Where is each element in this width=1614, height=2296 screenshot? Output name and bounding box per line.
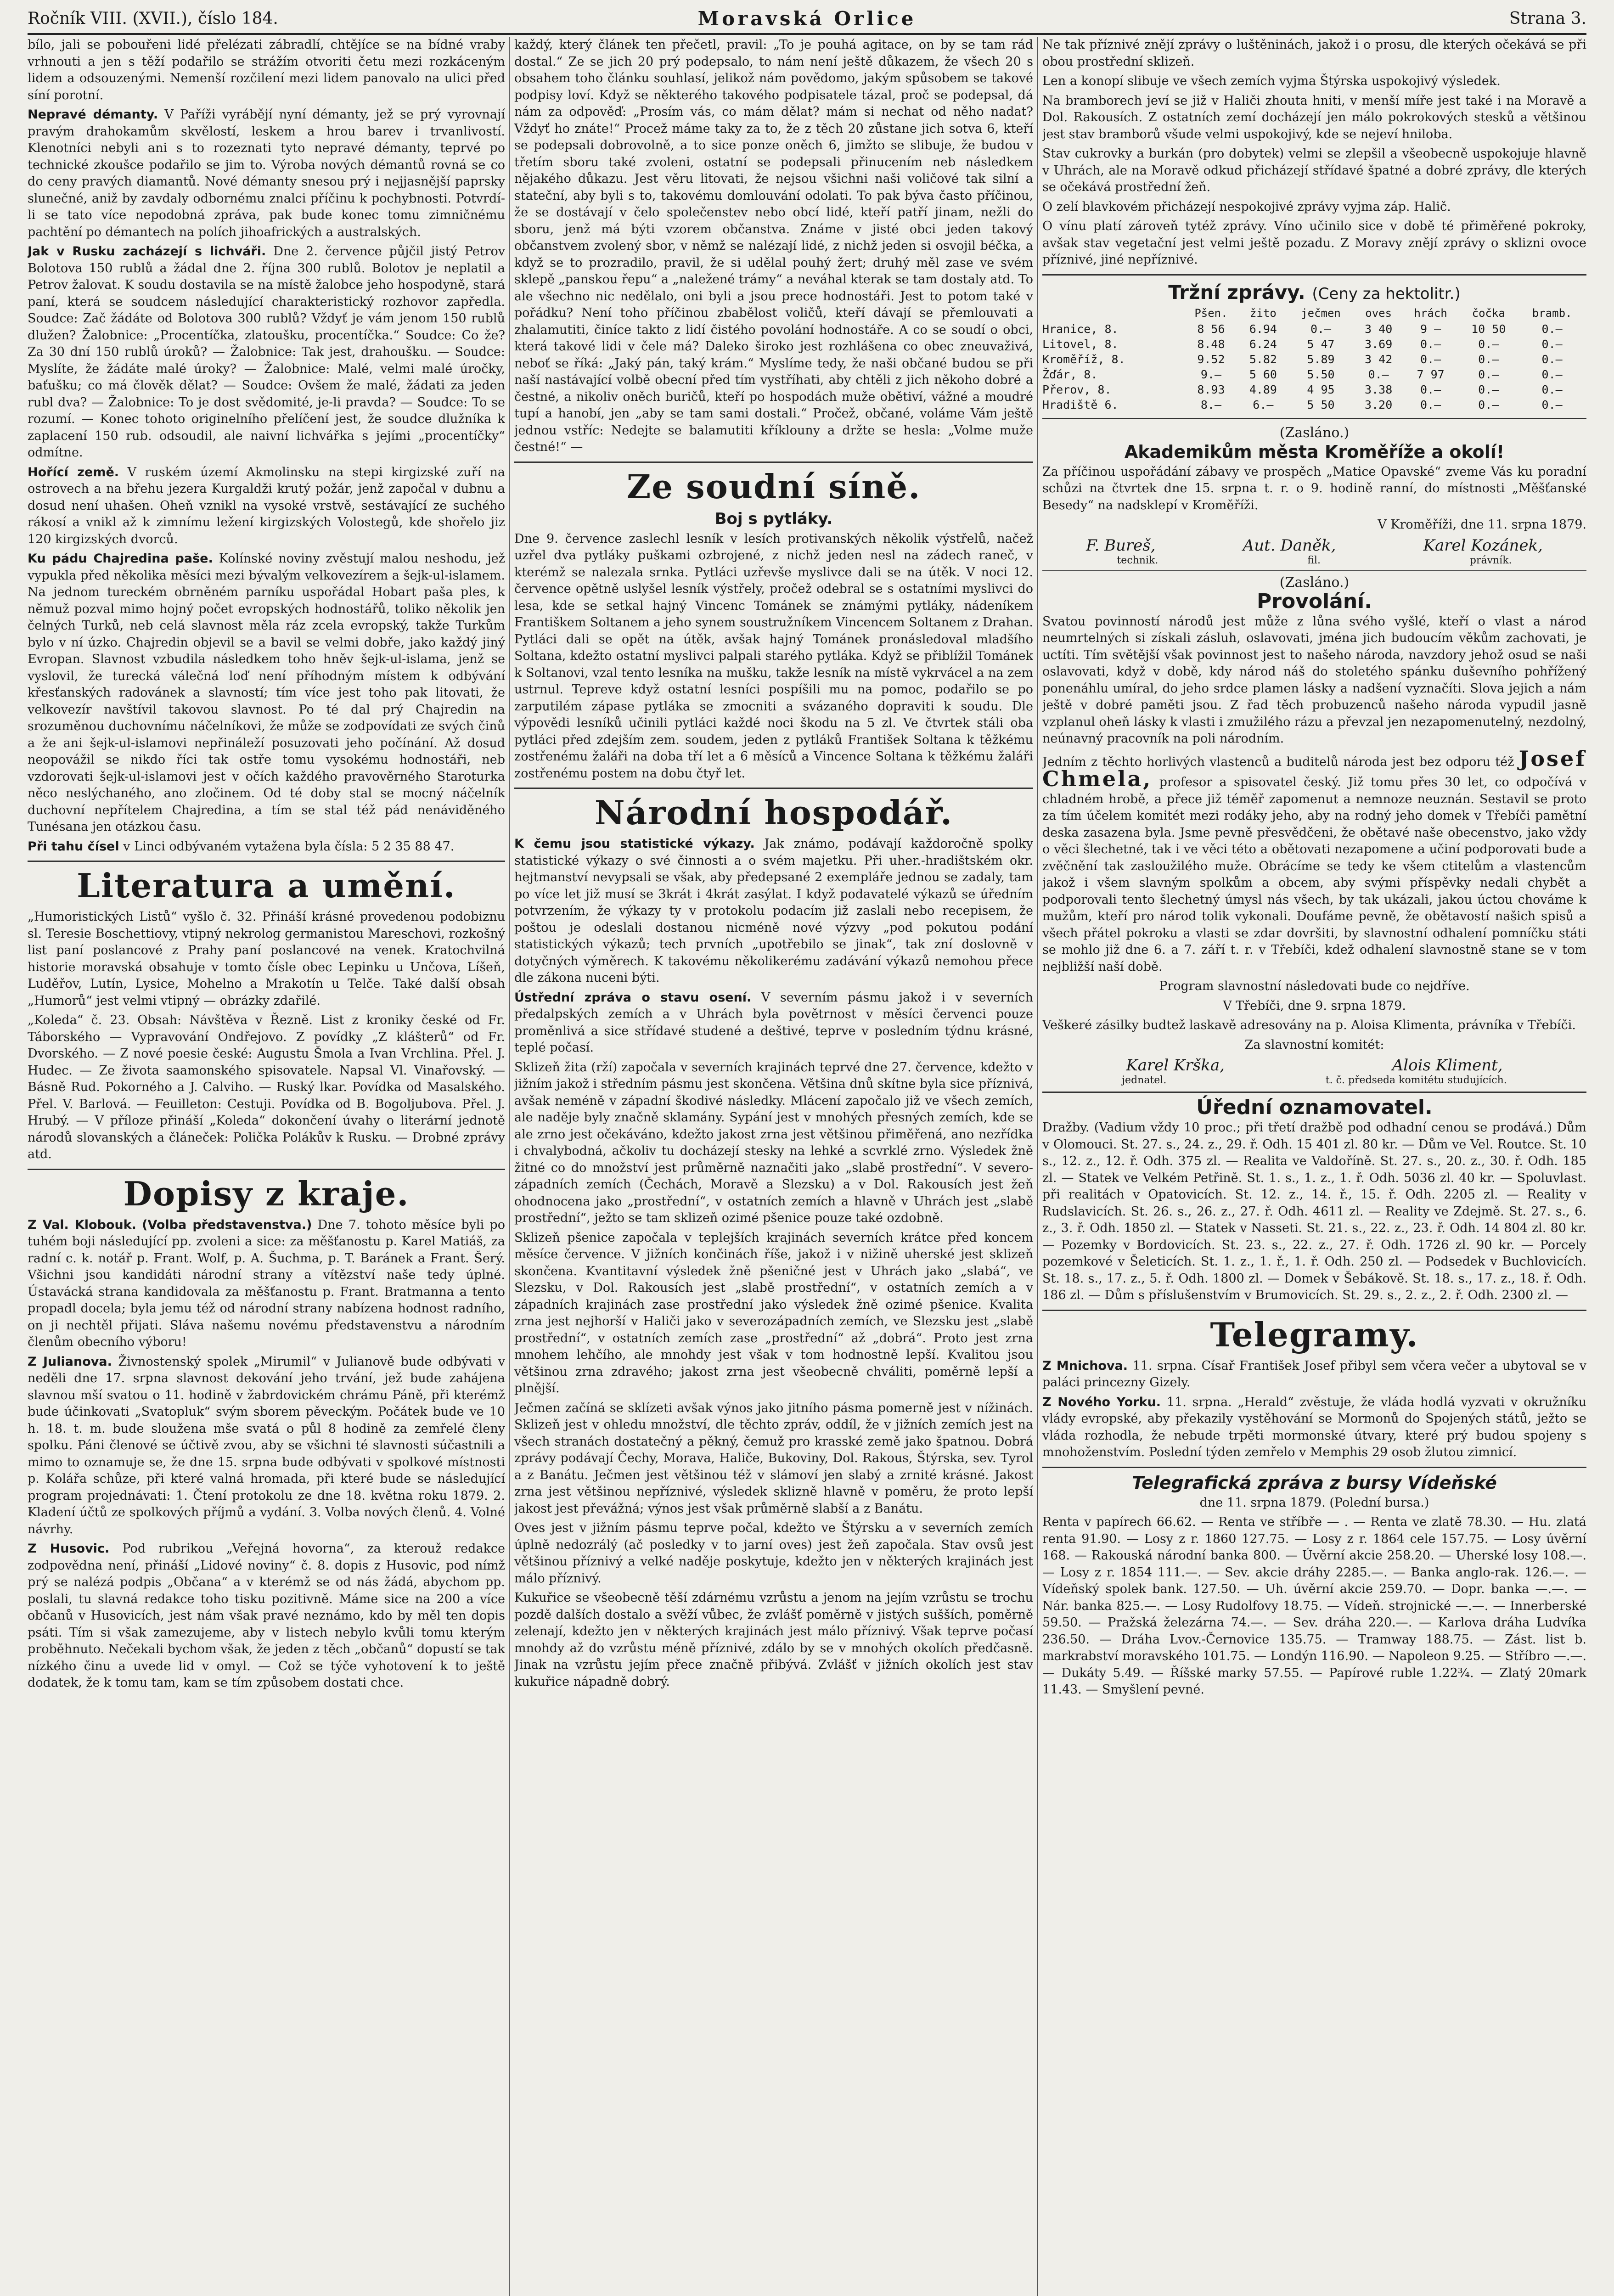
market-price-cell: 0.— — [1478, 383, 1499, 396]
item-heading: Z Husovic. — [28, 1542, 110, 1556]
bursa-title: Telegrafická zpráva z bursy Vídeňské — [1132, 1472, 1497, 1493]
signature-role: technik. — [1117, 554, 1158, 566]
news-item — [28, 1217, 505, 1351]
column-2 — [514, 37, 1033, 2296]
section-divider — [1042, 1310, 1586, 1311]
article-text: O zelí blavkovém přicházejí nespokojivé zprávy vyjma záp. Halič. — [1042, 199, 1451, 214]
section-divider — [28, 1169, 505, 1170]
section-divider — [1042, 1092, 1586, 1093]
market-price-cell: 3 40 — [1365, 322, 1393, 336]
market-price-cell: 6.— — [1253, 398, 1274, 411]
market-city-cell: Přerov, 8. — [1042, 383, 1112, 396]
market-table-body — [1042, 321, 1586, 412]
market-price-cell: 6.24 — [1249, 337, 1277, 351]
item-text: profesor a spisovatel český. Již tomu přes 30 let, co odpočívá v chladném hrobě, a přece již téměř zapomenut a nemnoze neuznán. Sestavil se proto za tím účelem komitét mezi rodáky jeho, aby na rodný jeho domek v Třebíči pamětní deska zasazena byla. Jsme pevně přesvědčeni, že obětavé naše obecenstvo, jako vždy o věci šlechetné, tak i ve věci této a obětovati nezapomene a učiní podporovati bude a zvěčnění tak zasloužilého muže. Obrácíme se tedy ke všem ctitelům a vlastencům jakož i všem slavným spolkům a obcem, aby svými příspěvky nedali chybět a podporovali tento šlechetný úmysl nás všech, by tak ukázali, jakou úctou chováme k mužům, kteří pro národ tolik vykonali. Doufáme pevně, že obětavostí našich spisů a všech přátel pokroku a vlasti se zdar dovršiti, by slavnostní odhalení pomníčku státi se mohlo již dne 6. a 7. září t. r. v Třebíči, kdež odhalení slavnostně stane se v tom nejbližší naší době. — [1042, 775, 1586, 974]
page-number: Strana 3. — [1509, 9, 1586, 28]
header-cell: bramb. — [1532, 306, 1572, 320]
market-row — [1042, 337, 1586, 352]
article-date: V Třebíči, dne 9. srpna 1879. — [1223, 998, 1406, 1013]
column-rule — [1037, 37, 1038, 2296]
market-price-cell: 5.50 — [1307, 367, 1335, 381]
market-price-cell: 8 56 — [1197, 322, 1225, 336]
section-title-hospodar: Národní hospodář. — [594, 793, 953, 832]
article-title: Provolání. — [1257, 589, 1372, 613]
market-city-cell: Hranice, 8. — [1042, 322, 1119, 336]
article-text: Len a konopí slibuje ve všech zemích vyjma Štýrska uspokojivý výsledek. — [1042, 74, 1501, 88]
section-divider — [514, 788, 1033, 789]
section-title-telegramy: Telegramy. — [1210, 1315, 1419, 1354]
item-heading: Z Nového Yorku. — [1042, 1395, 1161, 1409]
market-price-cell: 0.— — [1541, 322, 1563, 336]
news-item — [28, 1354, 505, 1538]
signature: F. Bureš, — [1086, 536, 1156, 555]
news-item — [1042, 1358, 1586, 1391]
section-divider — [28, 861, 505, 862]
committee-label: Za slavnostní komitét: — [1244, 1037, 1384, 1052]
market-price-cell: 10 50 — [1471, 322, 1506, 336]
article-text: bílo, jali se pobouřeni lidé přelézati zábradlí, chtějíce se na bídné vraby vrhnouti a jen s těží podařilo se strážím otvoriti četu mezi rozkáceným lidem a odsouzenými. Nemenší rozčilení mezi lidem panovalo na ulici před síní porotní. — [28, 38, 505, 102]
market-price-cell: 8.48 — [1197, 337, 1225, 351]
market-price-cell: 9.52 — [1197, 352, 1225, 366]
section-title-dopisy: Dopisy z kraje. — [123, 1174, 410, 1213]
news-item — [28, 464, 505, 548]
item-heading: K čemu jsou statistické výkazy. — [514, 837, 755, 851]
news-item — [514, 836, 1033, 987]
article-text — [1042, 746, 1586, 976]
section-title-literatura: Literatura a umění. — [77, 866, 456, 905]
item-text: 11. srpna. Císař František Josef přibyl sem včera večer a ubytoval se v paláci princezny Gizely. — [1042, 1358, 1586, 1390]
item-heading: Z Mnichova. — [1042, 1358, 1128, 1373]
market-heading — [1042, 281, 1586, 304]
article-text: O vínu platí zároveň tytéž zprávy. Víno učinilo sice v době té přiměřené pokroky, avšak stav vegetační jest velmi ještě pozadu. Z Moravy znějí zprávy o sklizni ovoce příznivé, jiné nepříznivé. — [1042, 219, 1586, 267]
market-price-cell: 0.— — [1541, 398, 1563, 411]
item-text: Živnostenský spolek „Mirumil“ v Julianově bude odbývati v neděli dne 17. srpna slavnost dekování jeho trvání, jež bude zahájena slavnou mší svatou o 11. hodině v žabrdovickém chrámu Páně, při kterémž bude účinkovati „Svatopluk“ svým sborem pěveckým. Počátek bude ve 10 h. 18. t. m. bude sloužena mše svatá o půl 8 hodině za zemřelé členy spolku. Páni členové se účtivě zvou, aby se všichni té slavnosti súčastnili a mimo to oznamuje se, že dne 15. srpna bude odbývati v spolkové místnosti p. Kolářa schůze, při které valná hromada, při které bude se následující program projednávati: 1. Čtení protokolu ze dne 18. května roku 1879. 2. Kladení účtů ze spolkových příjmů a vydání. 3. Volba nových členů. 4. Volné návrhy. — [28, 1354, 505, 1536]
market-price-cell: 5.89 — [1307, 352, 1335, 366]
market-price-cell: 0.— — [1478, 337, 1499, 351]
market-price-cell: 0.— — [1478, 367, 1499, 381]
item-text: Kolínské noviny zvěstují malou neshodu, jež vypukla před několika měsíci mezi bývalým velkovezírem a šejk-ul-islamem. Na jednom tureckém obrněném parníku uspořádal Hobart paša ples, k němuž pozval mimo hojný počet evropských hodnostářů, toliko několik jen čelných Turků, neb celá slavnost měla ráz zcela evropský, takže Turkům bylo v ní úzko. Chajredin objevil se a bavil se velmi dobře, jako každý jiný Evropan. Slavnost vzbudila následkem toho hněv šejk-ul-islama, jenž se vyslovil, že turecká válečná loď není příhodným místem k odbývání křesťanských radovánek a slavností; tím více jest toho pak litovati, že velkovezír navštívil takovou slavnost. Po té dal prý Chajredin na srozuměnou duchovnímu náčelníkovi, že může se zodpovídati ze svých činů a že ani šejk-ul-islamovi nepřináleží posuzovati jeho počínání. Až dosud neopovážil se nikdo říci tak ostře tomu vysokému hodnostáři, neb vzdorovati šejk-ul-islamovi jest v očích každého pravověrného Staroturka něco neslýchaného, ano zločinem. Od té doby stal se mocný náčelník duchovní nepřítelem Chajredina, a tím se stal též pád nenáviděného Tunésana jen otázkou času. — [28, 551, 505, 834]
item-heading: Nepravé démanty. — [28, 107, 158, 122]
article-text: Sklizeň pšenice započala v teplejších krajinách severních krátce před koncem měsíce července. V jižních končinách říše, jakož i v nižině uherské jest sklizeň skončena. Kvantitavní výsledek žně pšeničné jest v Uhrách jako „slabá“, ve Slezsku, v Dol. Rakousích jest „slabě prostřední“, v ostatních zemích a v západních krajinách zase prostřední jako výsledek žně ozimé pšenice. Kvalita zrna jest nejhorší v Haliči jako v severozápadních zemích, ve Slezsku jest „slabě prostřední“, v ostatních zemích zase „prostřední“ až „dobrá“. Proto jest zrna mnohem lehčího, ale mnohdy jest však v tom hodnostně lepší. Kvalitou jsou většinou zrna zdravého; jakost zrna jest všeobecně chváliti, poměrně lepší a plnější. — [514, 1230, 1033, 1396]
section-divider — [514, 461, 1033, 463]
article-title: Akademikům města Kroměříže a okolí! — [1124, 441, 1505, 462]
market-city-cell: Žďár, 8. — [1042, 367, 1098, 381]
market-row — [1042, 397, 1586, 412]
item-text: Dne 2. července půjčil jistý Petrov Bolotova 150 rublů a žádal dne 2. října 300 rublů. Bolotov je neplatil a Petrov žalovat. K soudu dostavila se na místě žalobce jeho hospodyně, stará paní, která se soudcem následující charakteristický rozhovor zapředla. Soudce: Zač žádáte od Bolotova 300 rublů? Vždyť je vám jenom 150 rublů dlužen? Žalobnice: „Procentíčka, zlatoušku, procentíčka.“ Soudce: Co že? Za 30 dní 150 rublů úroků? — Žalobnice: Tak jest, drahoušku. — Soudce: Myslíte, že žádáte malé úroky? — Žalobnice: Malé, velmi malé úročky, baťušku; co má člověk dělat? — Soudce: Ovšem že malé, žádati za jeden rubl dva? — Žalobnice: To je dost svědomité, je-li pravda? — Soudce: To se rozumí. — Konec tohoto originelního přelíčení jest, že soudce dlužníka k zaplacení 150 rub. odsoudil, ale naivní lichvářka s jejími „procentíčky“ odmítne. — [28, 244, 505, 460]
market-table — [1042, 305, 1586, 412]
signature-roles — [1042, 555, 1586, 566]
section-divider — [1042, 418, 1586, 419]
market-price-cell: 4.89 — [1249, 383, 1277, 396]
market-price-cell: 5 60 — [1249, 367, 1277, 381]
signature-role: jednatel. — [1122, 1075, 1167, 1086]
article-text: Na bramborech jeví se již v Haliči zhouta hniti, v menší míře jest také i na Moravě a Dol. Rakousích. Z ostatních zemí docházejí jen málo pokrokových stesků a většinou jest stav bramborů všude velmi uspokojivý, kde se nejeví hniloba. — [1042, 93, 1586, 141]
item-text: Jak známo, podávají každoročně spolky statistické výkazy o své činnosti a o svém majetku. Při uher.-hradištském okr. hejtmanství nevypsali se však, aby předepsané 2 exempláře jednou se zadaly, tam po více let již musí se 3krát i 4krát zasýlat. I když podavatelé výkazů se úředním potvrzením, že výkazy ty v protokolu podacím již zaslali nebo recepisem, že poštou je odeslali dostanou nicméně nové výzvy „pod pokutou podání statistických výkazů; tech prvních „upotřebilo se jinak“, tak zní doslovně v dotyčných výměrech. K takovému několikerému zadávání výkazů nemohou přece dle zákona nuceni býti. — [514, 837, 1033, 985]
header-cell: hrách — [1414, 306, 1447, 320]
item-text: 11. srpna. „Herald“ zvěstuje, že vláda hodlá vyzvati v okružníku vlády evropské, aby překazily vystěhování se Mormonů do Spojených států, ježto se vláda rozhodla, že nebude trpěti mormonské útvary, které prý budou spojeny s mnohoženstvím. Poslední týden zemřelo v Memphis 29 osob žlutou zimnicí. — [1042, 1395, 1586, 1459]
header-cell: ječmen — [1301, 306, 1341, 320]
market-title: Tržní zprávy. — [1168, 281, 1305, 304]
article-text: Kukuřice se všeobecně těší zdárnému vzrůstu a jenom na jejím vzrůstu se trochu pozdě dalších dostalo a svěží vůbec, že zvlášť poměrně v jistých sušších, poměrně zelenají, kdežto jen v některých krajinách jest málo příznivý. Však teprve počasí mnohdy až do vzrůstu méně příznivé, zdálo by se v mnohých okolích předčasně. Jinak na vzrůstu jejím přece značně přibývá. Zvlášť v jižních okolích jest stav kukuřice nápadně dobrý. — [514, 1591, 1033, 1689]
market-price-cell: 5 47 — [1307, 337, 1335, 351]
header-cell — [1042, 305, 1182, 321]
header-cell: čočka — [1472, 306, 1505, 320]
market-price-cell: 9.— — [1200, 367, 1222, 381]
article-text: Dražby. (Vadium vždy 10 proc.; při třetí dražbě pod odhadní cenou se prodává.) Dům v Olomouci. St. 27. s., 24. z., 29. ř. Odh. 15 401 zl. 80 kr. — Dům ve Vel. Routce. St. 10 s., 12. z., 12. ř. Odh. 375 zl. — Realita ve Valdoříně. St. 27. s., 20. z., 30. ř. Odh. 185 zl. — Statek ve Velkém Petřině. St. 1. s., 1. z., 1. ř. Odh. 5036 zl. 40 kr. — Spoluvlast. při realitách v Opatovicích. St. 12. z., 14. ř., 15. ř. Odh. 2205 zl. — Reality v Rudslavicích. St. 26. s., 26. z., 27. ř. Odh. 4611 zl. — Reality ve Zdejmě. St. 27. s., 6. z., 3. ř. Odh. 1850 zl. — Statek v Nasseti. St. 21. s., 22. z., 23. ř. Odh. 14 804 zl. 80 kr. — Pozemky v Bordovicích. St. 23. s., 22. z., 27. ř. Odh. 1726 zl. 90 kr. — Porcely pozemkové v Šeleticích. St. 1. z., 1. ř., 1. ř. Odh. 250 zl. — Podsedek v Buchlovicích. St. 18. s., 17. z., 5. ř. Odh. 1800 zl. — Domek v Šebákově. St. 18. s., 17. z., 18. ř. Odh. 186 zl. — Dům s příslušenstvím v Brumovicích. St. 29. s., 2. z., 2. ř. Odh. 2300 zl. — — [1042, 1120, 1586, 1302]
market-city-cell: Litovel, 8. — [1042, 337, 1119, 351]
market-price-cell: 0.— — [1541, 383, 1563, 396]
item-heading: Ústřední zpráva o stavu osení. — [514, 990, 752, 1005]
item-heading: Z Val. Klobouk. — [28, 1217, 136, 1232]
market-price-cell: 0.— — [1310, 322, 1332, 336]
signatures — [1042, 536, 1586, 555]
market-subtitle: (Ceny za hektolitr.) — [1312, 284, 1461, 303]
article-text: každý, který článek ten přečetl, pravil: „To je pouhá agitace, on by se tam rád dostal.“ Ze se jich 20 prý podepsalo, to nám není ještě důkazem, že všech 20 s obsahem toho článku souhlasí, jelikož nám povědomo, jakým spůsobem se takové podpisy loví. Když se některého takového podpisatele tázal, proč se podepsal, dá nám za odpověď: „Prosím vás, co mám dělat? mám si nechat od něho nadat? Vždyť ho znáte!“ Procež máme taky za to, že z těch 20 zůstane jich sotva 6, kteří se podepsali dobrovolně, a to sice ponze oněch 6, jimžto se slibuje, že budou v třetím sboru také zvoleni, ostatní se podepsali přinucením neb následkem nějakého důkazu. Jest věru litovati, že nejsou všichni naši voličové tak silní a stateční, aby byli s to, takovému domlouvání odolati. To pak býva často příčinou, že se dostávají v čelo společenstev nebo obcí lidé, kteří patří jinam, nežli do sboru, jenž má býti vzorem občanstva. Známe v jisté obci jeden takový občanstvem zvolený sbor, v němž se nalézají lidé, z nichž jeden si osvojil béčka, a když se to prozradilo, pravil, že si udělal pouhý žert; druhý měl zase ve svém sklepě „panskou řepu“ a „naležené trámy“ a neváhal kterak se tam dostaly atd. To ale všechno nic nedělalo, oni byli a jsou prece hodnostáři. Jest to potom také v pořádku? Není toho příčinou zbabělost voličů, kteří dávají se přemlouvati a zhalamutiti, činíce takto z lidí čistého povolání hodnostáře. A co se soudí o obci, která takové lidi v čele má? Daleko široko jest rozhlášena co obec zneuvaživá, neboť se říká: „Jaký pán, taký krám.“ Myslíme tedy, že naši občané budou se při naší nastávající volbě obecní před tím vystříhati, aby chtěli z jich někoho dobré a čestné, a nikoliv oněch buričů, kteří po hospodách muže obětiví, vážné a moudré tupí a hanobí, jen „aby se tam sami dostali.“ Pročež, občané, voláme Vám ještě jednou vstříc: Nedejte se balamutiti kříklouny a držte se hesla: „Volme muže čestné!“ — — [514, 38, 1033, 454]
market-city-cell: Hradiště 6. — [1042, 398, 1119, 411]
item-heading: Hořící země. — [28, 465, 119, 479]
market-price-cell: 0.— — [1420, 383, 1441, 396]
signature-role: t. č. předseda komitétu studujících. — [1325, 1075, 1507, 1086]
market-price-cell: 0.— — [1478, 352, 1499, 366]
market-price-cell: 3 42 — [1365, 352, 1393, 366]
market-price-cell: 0.— — [1420, 352, 1441, 366]
news-item — [28, 551, 505, 836]
header-cell: žito — [1249, 306, 1277, 320]
market-row — [1042, 321, 1586, 337]
bursa-subtitle: dne 11. srpna 1879. (Polední bursa.) — [1199, 1495, 1429, 1510]
market-price-cell: 8.— — [1200, 398, 1222, 411]
market-price-cell: 8.93 — [1197, 383, 1225, 396]
market-price-cell: 0.— — [1478, 398, 1499, 411]
signature-roles — [1042, 1075, 1586, 1086]
article-date: V Kroměříži, dne 11. srpna 1879. — [1378, 518, 1586, 532]
article-text: Ječmen začíná se sklízeti avšak výnos jako jitního pásma pomerně jest v nížinách. Sklizeň jest v ohledu množství, dle těchto zpráv, oddíl, že v jižních zemích jest na všech stranách dostatečný a pěkný, čemuž pro krasské země jako špatnou. Dobrá zprávy podávají Čechy, Morava, Haliče, Bukoviny, Dol. Rakous, Štýrska, sev. Tyrol a z Banátu. Ječmen jest většinou též v slámoví jen slabý a zrnité krásné. Jakost zrna jest většinou nepříznivé, výsledek sklizně hlavně v poměru, že proto lepší jakost jest převážná; výnos jest však průměrně slabší a z Banátu. — [514, 1401, 1033, 1516]
market-price-cell: 0.— — [1541, 337, 1563, 351]
item-text: V severním pásmu jakož i v severních předalpských zemích a v Uhrách byla povětrnost v měsíci červenci pouze proměnlivá a sice střídavé studené a deštivé, teprve v posledním týdnu krásné, teplé počasí. — [514, 990, 1033, 1055]
section-divider — [1042, 1467, 1586, 1468]
column-rule — [509, 37, 510, 2296]
news-item — [1042, 1394, 1586, 1461]
article-text: Dne 9. července zaslechl lesník v lesích protivanských několik výstřelů, načež uzřel dva pytláky puškami ozbrojené, z nichž jeden nesl na zádech raneč, v kterémž se nalezala srnka. Pytláci uzřevše myslivce dali se na útěk. V noci 12. července opětně uslyšel lesník výstřely, pročež odebral se s ostatními myslivci do lesa, kde se setkal hajný Vincenc Tománek se známými pytláky, nádeníkem Františkem Soltanem a jeho synem soustružníkem Vincencem Soltanem z Drahan. Pytláci dali se opět na útěk, avšak hajný Tománek pronásledoval mladšího Soltana, kdežto ostatní myslivci palpali starého pytláka. Když se přiblížil Tománek k Soltanovi, vzal tento lesníka na mušku, takže lesník na místě vykrvácel a na zem ustrnul. Tepreve když ostatní lesníci pospíšili mu na pomoc, podařilo se po zarputilém zápase pytláka se zmocniti a svázaného dopraviti k soudu. Dle výpovědi lesníků učinili pytláci každé noci škodu na 5 zl. Ve čtvrtek stáli oba pytláci před zdejším zem. soudem, jeden z pytláků František Soltana k těžkému zostřenému žaláři na doba tří let a 6 měsíců a Vincence Soltana k těžkému žaláři zostřenému postem na dobu čtyř let. — [514, 531, 1033, 781]
market-price-cell: 5.82 — [1249, 352, 1277, 366]
market-row — [1042, 367, 1586, 382]
market-city-cell: Kroměříž, 8. — [1042, 352, 1125, 366]
item-heading: Jak v Rusku zacházejí s lichváři. — [28, 244, 266, 259]
market-price-cell: 0.— — [1541, 367, 1563, 381]
item-heading: Ku pádu Chajredina paše. — [28, 551, 213, 566]
article-text: Program slavnostní následovati bude co nejdříve. — [1159, 979, 1470, 993]
market-price-cell: 9 — — [1420, 322, 1441, 336]
item-subheading: (Volba představenstva.) — [142, 1217, 312, 1232]
market-price-cell: 3.69 — [1365, 337, 1393, 351]
market-price-cell: 5 50 — [1307, 398, 1335, 411]
item-text: V Paříži vyrábějí nyní démanty, jež se prý vyrovnají pravým drahokamům skvělostí, leskem a hrou barev i trvanlivostí. Klenotníci nebyli ani s to rozeznati tyto nepravé démanty, teprvé po technické zkoušce podařilo se jim to. Výroba nových démantů rovná se co do ceny pravých diamantů. Nové démanty snesou prý i nejjasnější paprsky slunečné, aniž by zavdaly odbornému znalci příčinu k pochybnosti. Potvrdí-li se tato více nepodobná zpráva, pak bude konec tomu zimničnému pachtění po démantech na polích jihoafrických a australských. — [28, 107, 505, 239]
masthead-title: Moravská Orlice — [697, 7, 917, 30]
article-text: Oves jest v jižním pásmu teprve počal, kdežto ve Štýrsku a v severních zemích úplně nedozrálý (ač posledky v to jarní oves) jest žeň započala. Stav ovsů jest většinou příznivý a velké naděje poskytuje, kdežto jen v některých krajinách jest málo příznivý. — [514, 1521, 1033, 1586]
signature: Alois Kliment, — [1392, 1056, 1503, 1075]
section-divider — [1042, 274, 1586, 276]
news-item — [514, 990, 1033, 1057]
article-text: Stav cukrovky a burkán (pro dobytek) velmi se zlepšil a všeobecně uspokojuje hlavně v Uhrách, ale na Moravě odkud přicházejí střídavé špatné a dobré zprávy, dle kterých se očekává prostřední žeň. — [1042, 146, 1586, 194]
article-text: Renta v papírech 66.62. — Renta ve stříbře — . — Renta ve zlatě 78.30. — Hu. zlatá renta 91.90. — Losy z r. 1860 127.75. — Losy z r. 1864 cele 157.75. — Losy úvěrní 168. — Rakouská národní banka 800. — Úvěrní akcie 258.20. — Uherské losy 108.—. — Losy z r. 1854 111.—. — Sev. akcie dráhy 2285.—. — Banka anglo-rak. 126.—. — Vídeňský spolek bank. 127.50. — Uh. úvěrní akcie 259.70. — Dopr. banka —.—. — Nár. banka 825.—. — Losy Rudolfovy 18.75. — Vídeň. strojnické —.—. — Innerberské 59.50. — Pražská železárna 74.—. — Sev. dráha 220.—. — Karlova dráha Ludvíka 236.50. — Dráha Lvov.-Černovice 135.75. — Tramway 188.75. — Zást. list b. markrabství moravského 101.75. — Londýn 116.90. — Napoleon 9.25. — Stříbro —.—. — Dukáty 5.49. — Říšské marky 57.55. — Papírové ruble 1.22¾. — Zlatý 20mark 11.43. — Smyšlení pevné. — [1042, 1515, 1586, 1697]
featured-name: Josef Chmela, — [1042, 746, 1586, 791]
article-text: Za příčinou uspořádání zábavy ve prospěch „Matice Opavské“ zveme Vás ku poradní schůzi na čtvrtek dne 15. srpna t. r. o 9. hodině ranní, do místnosti „Měšťanské Besedy“ na nadsklepí v Kroměříži. — [1042, 464, 1586, 512]
news-item — [28, 107, 505, 241]
item-text: v Linci odbývaném vytažena byla čísla: 5 2 35 88 47. — [123, 839, 455, 854]
article-subtitle: Boj s pytláky. — [714, 509, 833, 528]
article-text: Svatou povinností národů jest může z lůna svého vyšlé, kteří o vlast a národ neumrtelných si získali zásluh, oslavovati, jména jich budoucím věkům zachovati, je uctíti. Tím světější však povinnost jest to našeho národa, navzdory jehož osud se naši oslavovati, když v době, kdy národ náš do stoletého spánku duševního pohřížený ponenáhlu umíral, do jeho srdce plamen lásky a nadšení vyznačíti. Slova jejich a nám ještě v dobré paměti jsou. Z řad těch probuzenců našeho národa vypudil jasně vzplanul oheň lásky k vlasti i zmužilého rázu a převzal jen nezapomenutelný, nezdolný, neúnavný pracovník na poli národním. — [1042, 614, 1586, 746]
signature: Karel Krška, — [1126, 1056, 1225, 1075]
market-price-cell: 7 97 — [1417, 367, 1445, 381]
section-title-soudni: Ze soudní síně. — [626, 467, 921, 506]
item-text: V ruském území Akmolinsku na stepi kirgizské zuří na ostrovech a na břehu jezera Kurgaldži krutý požár, jenž započal v dubnu a dosud není uhašen. Oheň vznikl na vysoké vrstvě, sestávající ze suchého rákosí a vnikl až k zimnímu ležení kirgizských Volostegů, kde shořelo jiz 120 kirgizských dvorců. — [28, 465, 505, 546]
market-price-cell: 0.— — [1368, 367, 1389, 381]
market-row — [1042, 382, 1586, 397]
section-divider — [1042, 570, 1586, 571]
market-price-cell: 0.— — [1420, 337, 1441, 351]
item-text: Jedním z těchto horlivých vlastenců a buditelů národa jest bez odporu též — [1042, 754, 1514, 769]
column-3 — [1042, 37, 1586, 2296]
page-header — [28, 6, 1586, 35]
item-text: Pod rubrikou „Veřejná hovorna“, za kterouž redakce zodpovědna není, přináší „Lidové noviny“ č. 8. dopis z Husovic, pod nímž prý se nalézá podpis „Občana“ a v kterémž se od nás žádá, abychom pp. poslali, tu slavná redakce toho tisku pozitivně. Máme sice na 200 a více občanů v Husovicích, jest nám však pravé neznámo, kdo by měl ten dopis psáti. Tím si však zamezujeme, aby v listech nebylo kvůli tomu kterým proběhnuto. Nečekali bychom však, že jeden z těch „občanů“ dopustí se tak nízkého činu a uvede lid v omyl. — Což se týče vyhotovení k to ještě dodatek, že k tomu tam, kam se tím způsobem dostati chce. — [28, 1542, 505, 1690]
issue-label: Ročník VIII. (XVII.), číslo 184. — [28, 9, 278, 28]
market-price-cell: 4 95 — [1307, 383, 1335, 396]
article-text: „Humoristických Listů“ vyšlo č. 32. Přináší krásné provedenou podobiznu sl. Teresie Boschettiovy, vtipný nekrolog germanistou Mareschovi, rozkošný list paní poslancové z Prahy paní poslancové na venek. Kratochvilná historie moravská obsahuje v tomto čísle obec Lepinku u Unčova, Líšeň, Luděřov, Lutín, Lysice, Mohelno a Mrakotín u Telče. Také další obsah „Humorů“ jest velmi vtipný — obrázky zdařilé. — [28, 910, 505, 1008]
item-heading: Při tahu čísel — [28, 839, 119, 854]
news-item — [28, 1541, 505, 1692]
item-heading: Z Julianova. — [28, 1354, 112, 1369]
market-price-cell: 3.38 — [1365, 383, 1393, 396]
column-1 — [28, 37, 505, 2296]
header-cell: Pšen. — [1194, 306, 1228, 320]
market-price-cell: 6.94 — [1249, 322, 1277, 336]
signature-role: fil. — [1307, 554, 1321, 566]
market-header-row — [1042, 305, 1586, 321]
signature-role: právník. — [1469, 554, 1512, 566]
news-item — [28, 243, 505, 461]
zaslano-label: (Zasláno.) — [1279, 574, 1350, 591]
market-price-cell: 0.— — [1541, 352, 1563, 366]
signatures — [1042, 1056, 1586, 1075]
market-row — [1042, 352, 1586, 367]
header-cell: oves — [1365, 306, 1392, 320]
zaslano-label: (Zasláno.) — [1279, 424, 1350, 441]
item-text: Dne 7. tohoto měsíce byli po tuhém boji následující pp. zvoleni a sice: za měšťanostu p. Karel Matiáš, za radní c. k. notář p. Frant. Wolf, p. A. Šuchma, p. T. Baránek a Frant. Šerý. Všichni jsou kandidáti národní strany a vítězství naše tedy úplné. Ústavácká strana kandidovala za měšťanostu p. Frant. Bratmanna a tento propadl docela; byla jemu též od národní strany nabízena hodnost radního, on ji nechtěl přijati. Sláva našemu novému představenstvu a národním členům obecního výboru! — [28, 1217, 505, 1349]
section-title-uredni: Úřední oznamovatel. — [1196, 1096, 1433, 1119]
article-text: Sklizeň žita (rží) započala v severních krajinách teprvé dne 27. července, kdežto v jižním jakož i středním pásmu jest skončena. Většina dnů skítne byla sice příznivá, avšak neméně v západní škodivé následky. Mlácení započalo již ve všech zemích, ale naděje byly značně sklamány. Sypání jest v mnohých přesných zemích, kde se ale zrno jest očekáváno, kdežto jakost zrna jest většinou přiměřená, ano nezřídka i chvalybodná, ačkoliv tu docházejí stesky na lehké a scvrklé zrno. Výsledek žně žitné co do množství jest průměrně naznačiti jako „slabě prostřední“. V severo-západních zemích (Čechách, Moravě a Slezsku) a v Dol. Rakousích jest žeň ohodnocena jako „prostřední“, v ostatních zemích a hlavně v Uhrách jest „slabě prostřední“, ježto se tam sklizeň ozimé pšenice pouze také ozdobně. — [514, 1060, 1033, 1225]
news-item — [28, 838, 505, 855]
signature: Aut. Daněk, — [1243, 536, 1336, 555]
article-text: Veškeré zásilky budtež laskavě adresovány na p. Aloisa Klimenta, právníka v Třebíči. — [1042, 1018, 1576, 1032]
article-text: „Koleda“ č. 23. Obsah: Návštěva v Řezně. List z kroniky české od Fr. Táborského — Vypravování Ondřejovo. Z povídky „Z klášterů“ od Fr. Dvorského. — Z nové poesie české: Augustu Šmola a Ivan Vrchlina. Přel. J. Hudec. — Ze života saamonského spisovatele. Napsal Vl. Vinařovský. — Básně Rud. Pokorného a J. Calviho. — Ruský lkar. Povídka od Masalského. Přel. V. Barlová. — Feuilleton: Cestuji. Povídka od B. Bogoljubova. Přel. J. Hrubý. — V příloze přináší „Koleda“ dokončení úvahy o literární jednotě národů slovanských a článeček: Polička Polákův k Rusku. — Drobné zprávy atd. — [28, 1013, 505, 1161]
article-text: Ne tak příznivé znějí zprávy o luštěninách, jakož i o prosu, dle kterých očekává se při obou prostřední sklizeň. — [1042, 38, 1586, 69]
signature: Karel Kozánek, — [1423, 536, 1543, 555]
market-price-cell: 0.— — [1420, 398, 1441, 411]
market-price-cell: 3.20 — [1365, 398, 1393, 411]
